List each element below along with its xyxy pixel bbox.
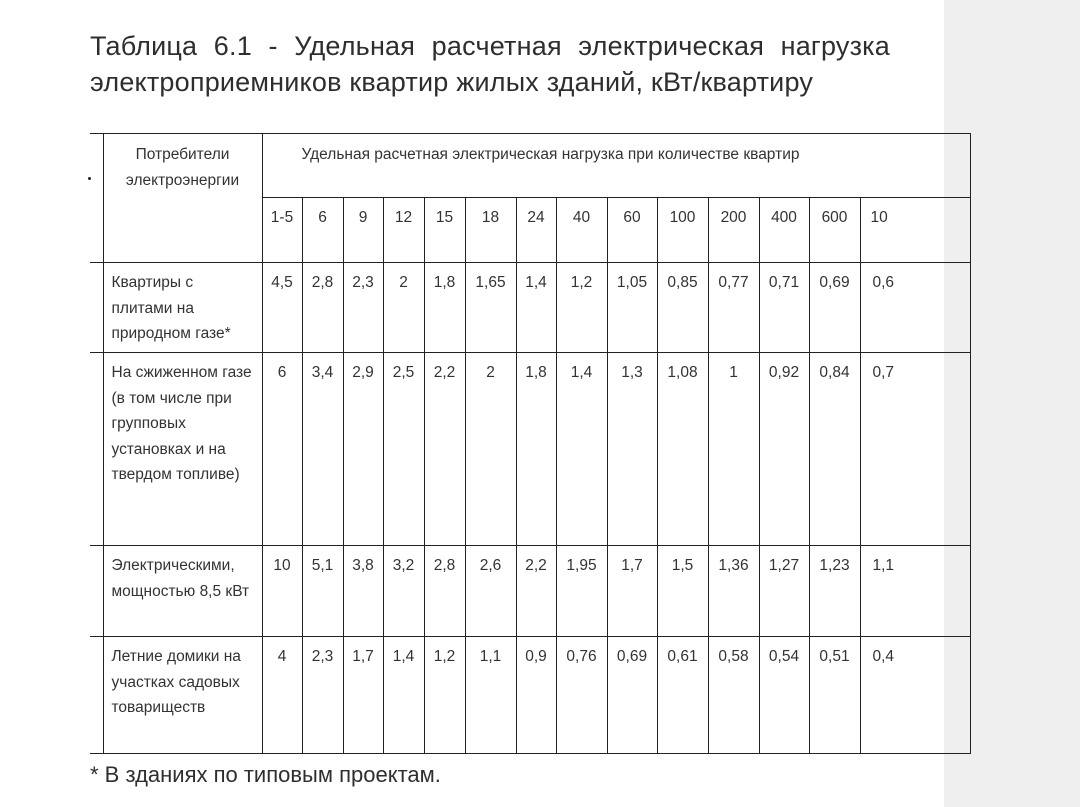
value-cell: 2,8	[302, 263, 343, 353]
value-cell: 1,36	[708, 546, 759, 637]
value-cell: 6	[262, 353, 302, 546]
value-cell: 3,8	[343, 546, 383, 637]
value-cell: 2	[465, 353, 516, 546]
value-cell: 0,9	[516, 637, 556, 754]
value-cell: 10	[262, 546, 302, 637]
table-row	[90, 353, 970, 546]
value-cell: 0,69	[809, 263, 860, 353]
value-cell: 1	[708, 353, 759, 546]
value-cell: 0,77	[708, 263, 759, 353]
value-cell: 0,69	[607, 637, 657, 754]
value-cell: 1,23	[809, 546, 860, 637]
left-gap-cell	[90, 263, 103, 353]
count-header: 40	[556, 198, 607, 263]
value-cell: 0,76	[556, 637, 607, 754]
value-cell: 0,84	[809, 353, 860, 546]
value-cell: 1,05	[607, 263, 657, 353]
value-cell: 0,54	[759, 637, 809, 754]
value-cell: 1,1	[465, 637, 516, 754]
table-row	[90, 546, 970, 637]
row-label: Летние домики на участках садовых товариществ	[103, 637, 262, 754]
count-header: 10	[860, 198, 970, 263]
value-cell: 1,3	[607, 353, 657, 546]
table-title: Таблица 6.1 - Удельная расчетная электрическая нагрузка электроприемников квартир жилых зданий, кВт/квартиру	[90, 31, 890, 97]
count-header: 15	[424, 198, 465, 263]
value-cell: 2,5	[383, 353, 424, 546]
count-header: 1-5	[262, 198, 302, 263]
footnote: * В зданиях по типовым проектам.	[90, 762, 441, 787]
value-cell: 2,2	[516, 546, 556, 637]
load-header: Удельная расчетная электрическая нагрузка при количестве квартир	[262, 134, 970, 198]
value-cell: 0,58	[708, 637, 759, 754]
value-cell: 0,85	[657, 263, 708, 353]
count-header: 600	[809, 198, 860, 263]
value-cell: 1,27	[759, 546, 809, 637]
value-cell: 0,51	[809, 637, 860, 754]
value-cell: 2	[383, 263, 424, 353]
value-cell: 1,4	[516, 263, 556, 353]
value-cell: 1,2	[556, 263, 607, 353]
left-gap-cell	[90, 637, 103, 754]
value-cell: 2,6	[465, 546, 516, 637]
table-row	[90, 263, 970, 353]
value-cell: 0,92	[759, 353, 809, 546]
count-header: 12	[383, 198, 424, 263]
header-row	[90, 134, 970, 198]
count-header: 400	[759, 198, 809, 263]
value-cell: 1,8	[424, 263, 465, 353]
value-cell: 0,4	[860, 637, 970, 754]
count-header: 9	[343, 198, 383, 263]
count-header: 6	[302, 198, 343, 263]
count-header: 60	[607, 198, 657, 263]
left-gap-cell	[90, 134, 103, 263]
table-row	[90, 637, 970, 754]
value-cell: 2,3	[343, 263, 383, 353]
value-cell: 0,71	[759, 263, 809, 353]
value-cell: 4,5	[262, 263, 302, 353]
value-cell: 2,9	[343, 353, 383, 546]
value-cell: 1,7	[607, 546, 657, 637]
row-label: Квартиры с плитами на природном газе*	[103, 263, 262, 353]
value-cell: 0,7	[860, 353, 970, 546]
value-cell: 1,4	[556, 353, 607, 546]
count-header: 18	[465, 198, 516, 263]
value-cell: 2,3	[302, 637, 343, 754]
consumers-header: Потребители электроэнергии	[103, 134, 262, 263]
count-header: 100	[657, 198, 708, 263]
value-cell: 1,1	[860, 546, 970, 637]
value-cell: 2,2	[424, 353, 465, 546]
value-cell: 3,4	[302, 353, 343, 546]
value-cell: 1,4	[383, 637, 424, 754]
left-gap-cell	[90, 353, 103, 546]
value-cell: 1,7	[343, 637, 383, 754]
value-cell: 1,8	[516, 353, 556, 546]
value-cell: 1,08	[657, 353, 708, 546]
row-label: На сжиженном газе (в том числе при групповых установках и на твердом топливе)	[103, 353, 262, 546]
load-table	[90, 133, 971, 754]
value-cell: 3,2	[383, 546, 424, 637]
count-header: 24	[516, 198, 556, 263]
value-cell: 1,95	[556, 546, 607, 637]
value-cell: 2,8	[424, 546, 465, 637]
value-cell: 5,1	[302, 546, 343, 637]
value-cell: 1,5	[657, 546, 708, 637]
left-gap-cell	[90, 546, 103, 637]
value-cell: 0,61	[657, 637, 708, 754]
value-cell: 0,6	[860, 263, 970, 353]
row-label: Электрическими, мощностью 8,5 кВт	[103, 546, 262, 637]
value-cell: 1,2	[424, 637, 465, 754]
table-viewport	[90, 133, 895, 758]
value-cell: 1,65	[465, 263, 516, 353]
count-header: 200	[708, 198, 759, 263]
value-cell: 4	[262, 637, 302, 754]
